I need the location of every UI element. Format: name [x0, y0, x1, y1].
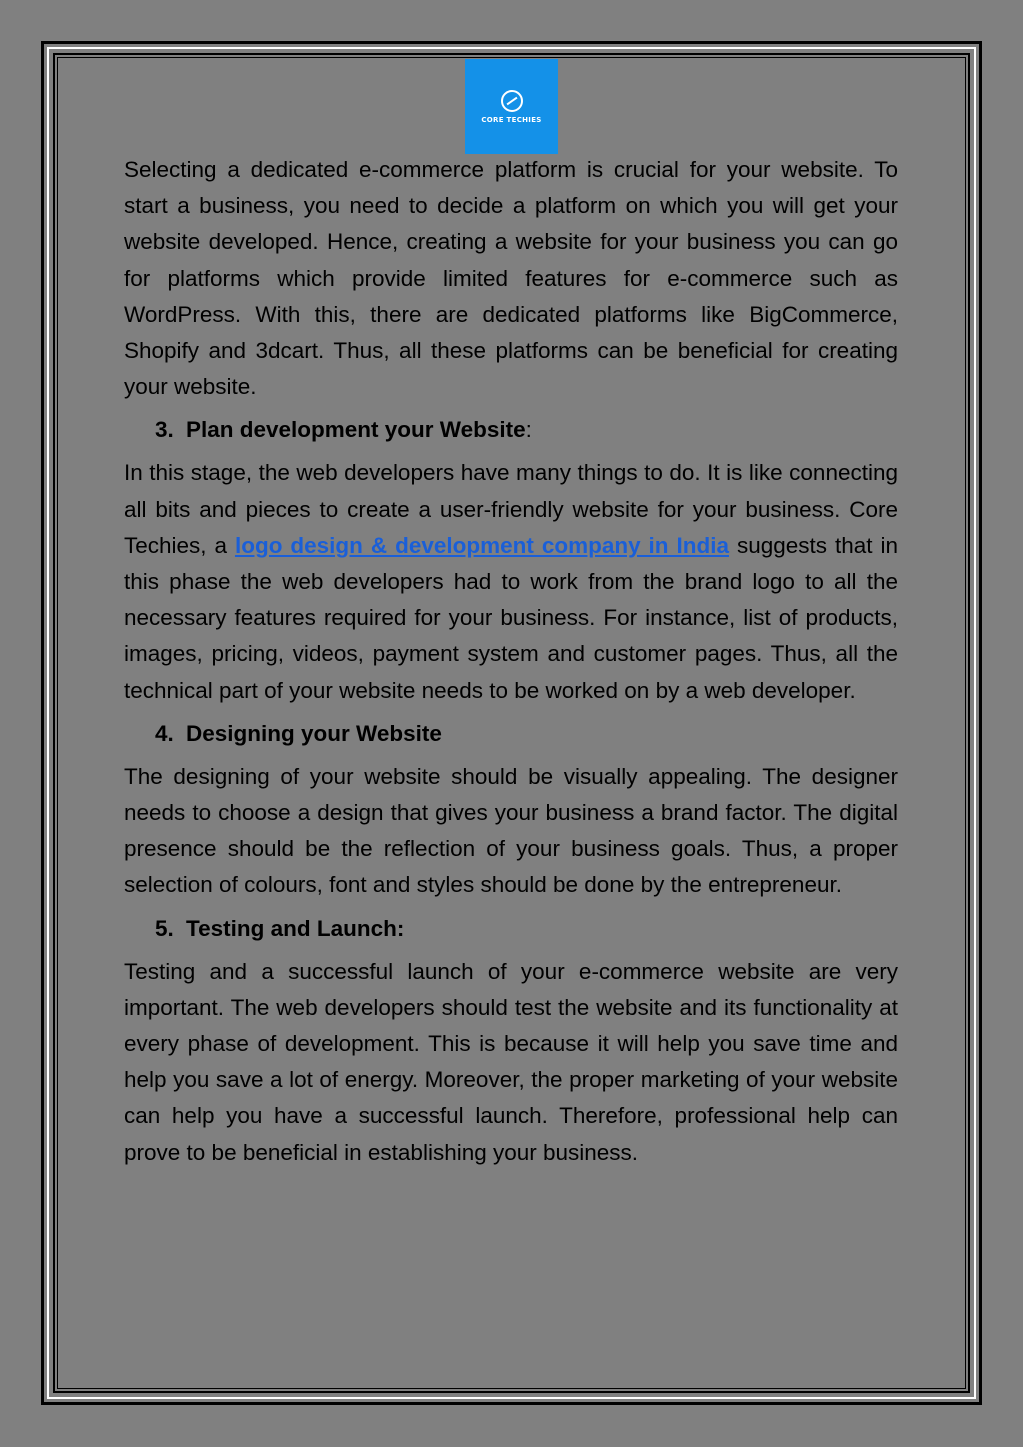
heading-colon: : — [525, 417, 532, 443]
logo-text: CORE TECHIES — [481, 115, 542, 124]
heading-text: Designing your Website — [186, 720, 442, 746]
paragraph-plan-development — [124, 455, 898, 708]
heading-number: 4. — [155, 720, 174, 746]
logo-design-company-link[interactable]: logo design & development company in India — [234, 532, 730, 558]
heading-text: Plan development your Website — [186, 417, 526, 443]
paragraph-testing-launch: Testing and a successful launch of your e-commerce website are very important. The web developers should test the website and its functionality at every phase of development. This is because it will help you save time and help you save a lot of energy. Moreover, the proper marketing of your website can help you have a successful launch. Therefore, professional help can prove to be beneficial in establishing your business. — [124, 958, 898, 1165]
heading-text: Testing and Launch: — [186, 915, 405, 941]
heading-designing — [155, 719, 898, 749]
paragraph-text: suggests that in this phase the web developers had to work from the brand logo to all the necessary features required for your business. For instance, list of products, images, pricing, videos, payment system and customer pages. Thus, all the technical part of your website needs to be worked on by a web developer. — [124, 532, 898, 703]
core-techies-logo — [465, 59, 558, 154]
heading-plan-development — [155, 415, 898, 445]
paragraph-platform: Selecting a dedicated e-commerce platform is crucial for your website. To start a business, you need to decide a platform on which you will get your website developed. Hence, creating a website for your business you can go for platforms which provide limited features for e-commerce such as WordPress. With this, there are dedicated platforms like BigCommerce, Shopify and 3dcart. Thus, all these platforms can be beneficial for creating your website. — [124, 157, 898, 400]
document-body — [124, 152, 898, 1171]
paragraph-designing: The designing of your website should be visually appealing. The designer needs to choose a design that gives your business a brand factor. The digital presence should be the reflection of your business goals. Thus, a proper selection of colours, font and styles should be done by the entrepreneur. — [124, 763, 898, 898]
heading-number: 3. — [155, 417, 174, 443]
paragraph-text: In this stage, the web developers have many things to do. It is like connecting all bits and pieces to create a user-friendly website for your business. Core Techies, a — [124, 460, 898, 558]
globe-icon — [501, 90, 523, 112]
heading-testing-launch — [155, 914, 898, 944]
heading-number: 5. — [155, 915, 174, 941]
